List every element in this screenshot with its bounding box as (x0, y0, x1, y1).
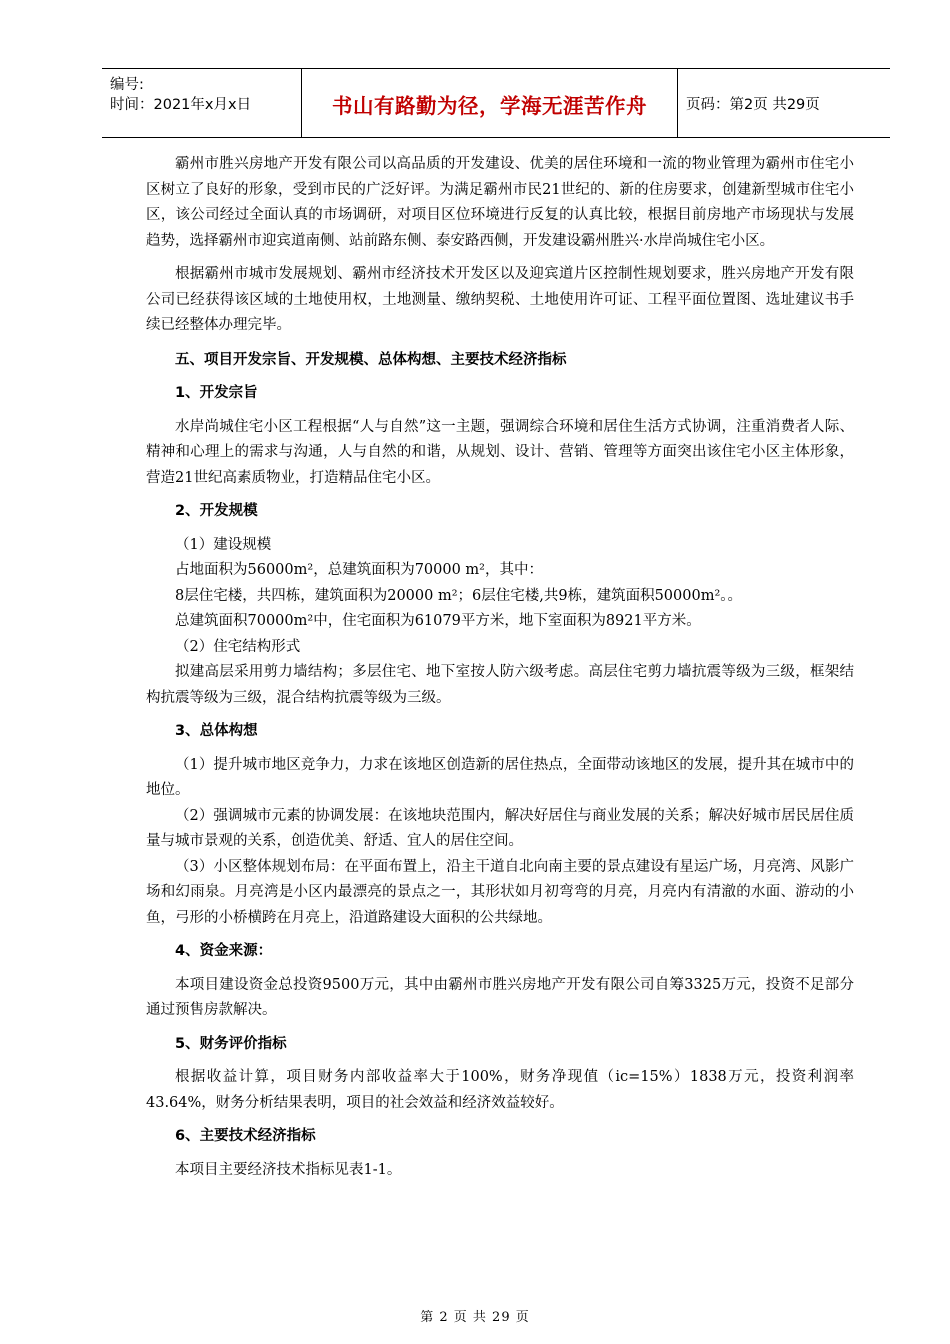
section-heading-5: 五、项目开发宗旨、开发规模、总体构想、主要技术经济指标 (175, 351, 567, 368)
page-footer: 第 2 页 共 29 页 (420, 1310, 530, 1325)
paragraph-structure: 拟建高层采用剪力墙结构；多层住宅、地下室按人防六级考虑。高层住宅剪力墙抗震等级为三级，框架结构抗震等级为三级，混合结构抗震等级为三级。 (146, 664, 854, 706)
subheading-funding: 4、资金来源： (175, 943, 273, 959)
header-meta-cell (102, 69, 302, 137)
subheading-concept: 3、总体构想 (175, 723, 258, 739)
serial-label: 编号: (110, 77, 144, 93)
paragraph-financial: 根据收益计算，项目财务内部收益率大于100%，财务净现值（ic=15%）1838万元，投资利润率43.64%，财务分析结果表明，项目的社会效益和经济效益较好。 (146, 1069, 854, 1111)
subheading-indicators: 6、主要技术经济指标 (175, 1128, 316, 1144)
header-motto: 书山有路勤为径，学海无涯苦作舟 (332, 94, 647, 118)
concept-item-1: （1）提升城市地区竞争力，力求在该地区创造新的居住热点，全面带动该地区的发展，提升其在城市中的地位。 (146, 756, 854, 798)
header-motto-cell (302, 69, 678, 137)
header-page-cell (678, 69, 890, 137)
subheading-financial: 5、财务评价指标 (175, 1035, 287, 1052)
paragraph-intro: 霸州市胜兴房地产开发有限公司以高品质的开发建设、优美的居住环境和一流的物业管理为霸州市住宅小区树立了良好的形象，受到市民的广泛好评。为满足霸州市民21世纪的、新的住房要求，创建新型城市住宅小区，该公司经过全面认真的市场调研，对项目区位环境进行反复的认真比较，根据目前房地产市场现状与发展趋势，选择霸州市迎宾道南侧、站前路东侧、泰安路西侧，开发建设霸州胜兴·水岸尚城住宅小区。 (146, 156, 854, 249)
time-label: 时间：2021年x月x日 (110, 97, 252, 113)
page-header (102, 68, 890, 138)
scale-line-buildings: 8层住宅楼，共四栋，建筑面积为20000 m²；6层住宅楼,共9栋，建筑面积50000m²。。 (175, 587, 743, 604)
document-body (146, 152, 854, 1183)
scale-line-land-area: 占地面积为56000m²，总建筑面积为70000 m²，其中： (175, 562, 543, 578)
scale-item-1-title: （1）建设规模 (175, 536, 272, 553)
paragraph-land-rights: 根据霸州市城市发展规划、霸州市经济技术开发区以及迎宾道片区控制性规划要求，胜兴房地产开发有限公司已经获得该区域的土地使用权，土地测量、缴纳契税、土地使用许可证、工程平面位置图、选址建议书手续已经整体办理完毕。 (146, 266, 854, 333)
concept-item-2: （2）强调城市元素的协调发展：在该地块范围内，解决好居住与商业发展的关系；解决好城市居民居住质量与城市景观的关系，创造优美、舒适、宜人的居住空间。 (146, 807, 854, 849)
subheading-scale: 2、开发规模 (175, 503, 258, 519)
paragraph-indicators: 本项目主要经济技术指标见表1-1。 (175, 1161, 402, 1178)
scale-item-2-title: （2）住宅结构形式 (175, 638, 301, 655)
paragraph-purpose: 水岸尚城住宅小区工程根据“人与自然”这一主题，强调综合环境和居住生活方式协调，注重消费者人际、精神和心理上的需求与沟通，人与自然的和谐，从规划、设计、营销、管理等方面突出该住宅小区主体形象，营造21世纪高素质物业，打造精品住宅小区。 (146, 418, 854, 486)
subheading-purpose: 1、开发宗旨 (175, 385, 258, 401)
paragraph-funding: 本项目建设资金总投资9500万元，其中由霸州市胜兴房地产开发有限公司自筹3325万元，投资不足部分通过预售房款解决。 (146, 976, 854, 1018)
scale-line-total-area: 总建筑面积70000m²中，住宅面积为61079平方米，地下室面积为8921平方米。 (175, 613, 701, 629)
concept-item-3: （3）小区整体规划布局：在平面布置上，沿主干道自北向南主要的景点建设有星运广场，月亮湾、风影广场和幻雨泉。月亮湾是小区内最漂亮的景点之一，其形状如月初弯弯的月亮，月亮内有清澈的水面、游动的小鱼，弓形的小桥横跨在月亮上，沿道路建设大面积的公共绿地。 (146, 858, 854, 926)
header-page-info: 页码：第2页 共29页 (686, 97, 820, 113)
